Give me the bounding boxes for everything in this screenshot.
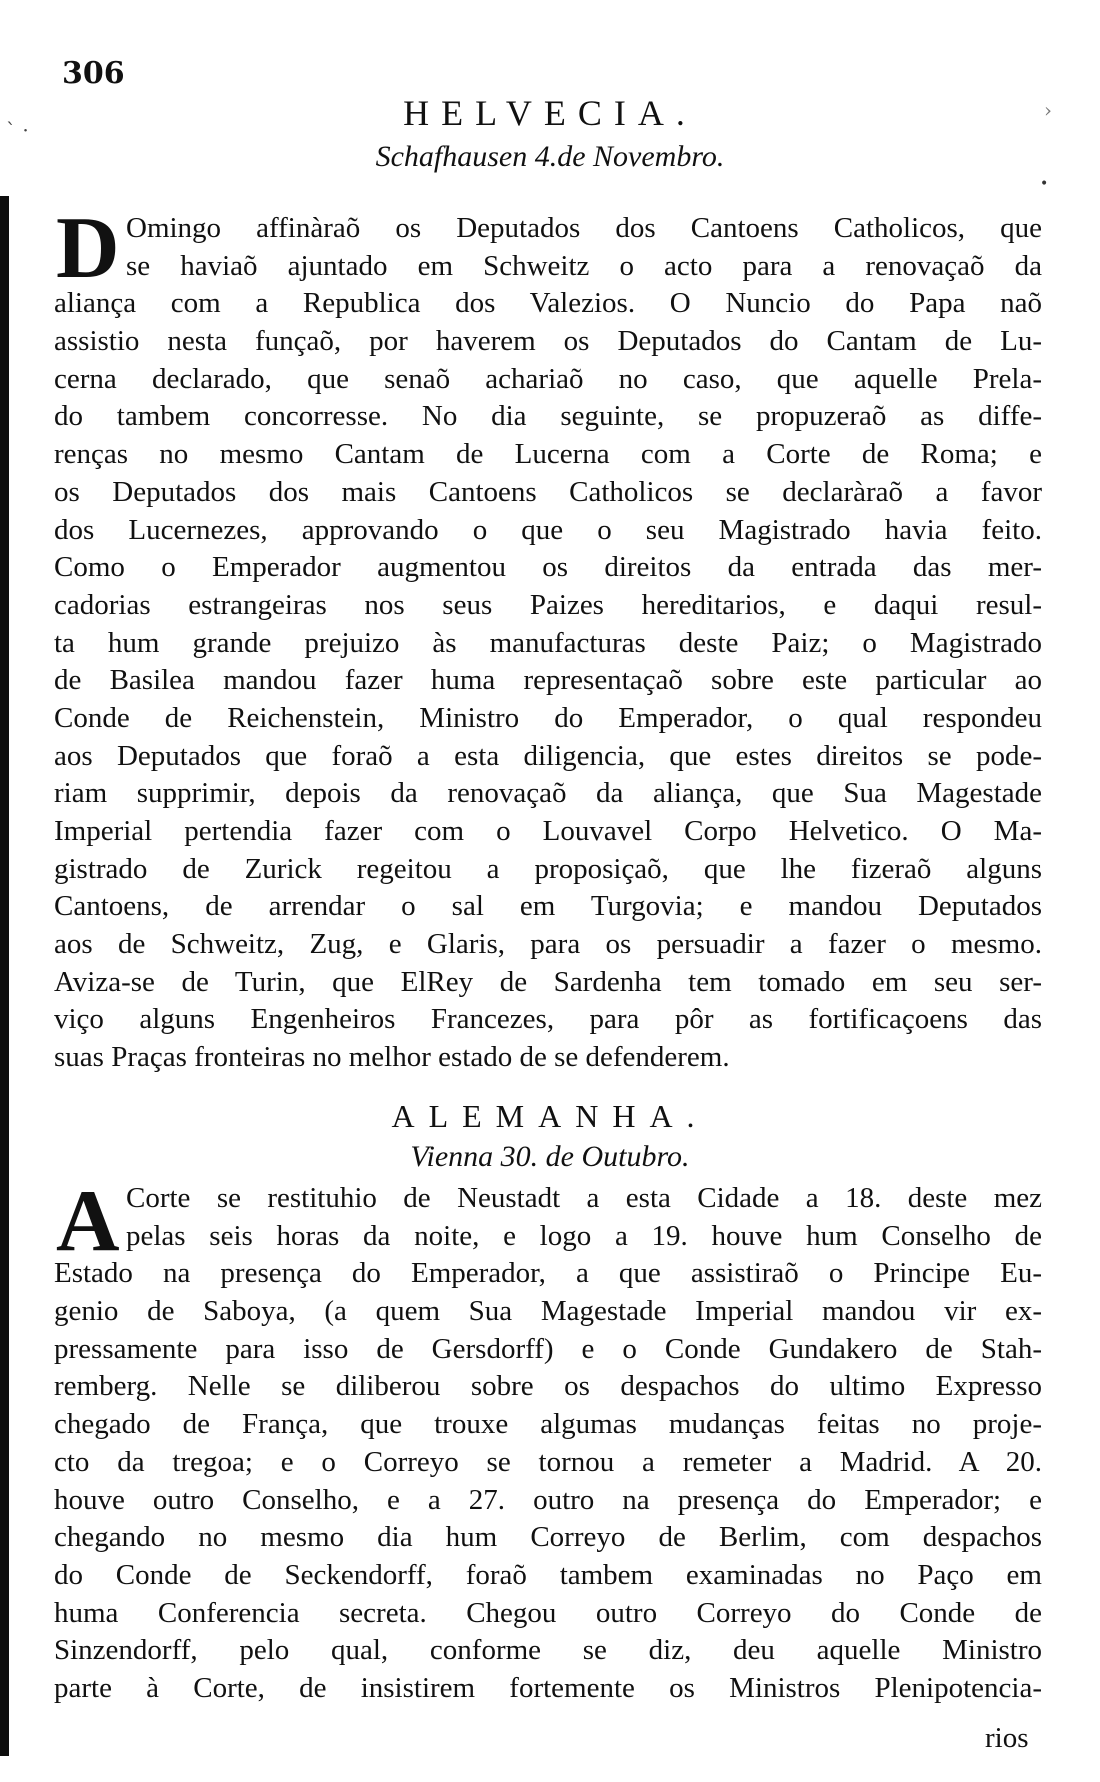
text-line: huma Conferencia secreta. Chegou outro Correyo do Conde de xyxy=(54,1596,1042,1629)
text-line: riam supprimir, depois da renovaçaõ da aliança, que Sua Magestade xyxy=(54,777,1042,810)
text-line: Aviza-se de Turin, que ElRey de Sardenha tem tomado em seu ser- xyxy=(54,965,1042,998)
text-line: Sinzendorff, pelo qual, conforme se diz, deu aquelle Ministro xyxy=(54,1634,1042,1667)
margin-mark: › xyxy=(1044,98,1052,122)
text-line: genio de Saboya, (a quem Sua Magestade Imperial mandou vir ex- xyxy=(54,1295,1042,1328)
dateline-vienna: Vienna 30. de Outubro. xyxy=(410,1140,690,1173)
text-line: houve outro Conselho, e a 27. outro na presença do Emperador; e xyxy=(54,1483,1042,1516)
margin-mark: • xyxy=(1040,176,1049,192)
text-line: cadorias estrangeiras nos seus Paizes hereditarios, e daqui resul- xyxy=(54,588,1042,621)
section-heading-alemanha: ALEMANHA. xyxy=(391,1098,709,1134)
text-line: assistio nesta funçaõ, por haverem os Deputados do Cantam de Lu- xyxy=(54,325,1042,358)
text-line: gistrado de Zurick regeitou a proposiçaõ, que lhe fizeraõ alguns xyxy=(54,852,1042,885)
text-line: chegando no mesmo dia hum Correyo de Berlim, com despachos xyxy=(54,1521,1042,1554)
text-line: remberg. Nelle se diliberou sobre os despachos do ultimo Expresso xyxy=(54,1370,1042,1403)
text-line: Corte se restituhio de Neustadt a esta Cidade a 18. deste mez xyxy=(126,1182,1042,1214)
text-line: renças no mesmo Cantam de Lucerna com a Corte de Roma; e xyxy=(54,438,1042,471)
page-number: 306 xyxy=(62,56,125,91)
text-line: viço alguns Engenheiros Francezes, para pôr as fortificaçoens das xyxy=(54,1003,1042,1036)
text-line: os Deputados dos mais Cantoens Catholicos se declaràraõ a favor xyxy=(54,475,1042,508)
section-heading-helvecia: HELVECIA. xyxy=(403,93,697,133)
text-line: pressamente para isso de Gersdorff) e o Conde Gundakero de Stah- xyxy=(54,1332,1042,1365)
drop-cap: A xyxy=(56,1173,120,1270)
text-line: aliança com a Republica dos Valezios. O Nuncio do Papa naõ xyxy=(54,287,1042,320)
article-helvecia xyxy=(54,210,1042,1077)
text-line: Cantoens, de arrendar o sal em Turgovia; e mandou Deputados xyxy=(54,890,1042,923)
text-line: aos Deputados que foraõ a esta diligencia, que estes direitos se pode- xyxy=(54,739,1042,772)
margin-mark: ˋ · xyxy=(6,118,29,142)
catchword: rios xyxy=(985,1722,1029,1754)
dateline-schafhausen: Schafhausen 4.de Novembro. xyxy=(375,140,725,173)
text-line: cerna declarado, que senaõ achariaõ no caso, que aquelle Prela- xyxy=(54,362,1042,395)
text-line: do tambem concorresse. No dia seguinte, se propuzeraõ as diffe- xyxy=(54,400,1042,433)
text-line: pelas seis horas da noite, e logo a 19. houve hum Conselho de xyxy=(126,1219,1042,1252)
text-line: suas Praças fronteiras no melhor estado de se defenderem. xyxy=(54,1041,730,1074)
article-alemanha xyxy=(54,1173,1042,1708)
drop-cap: D xyxy=(56,200,120,297)
text-line: ta hum grande prejuizo às manufacturas deste Paiz; o Magistrado xyxy=(54,626,1042,659)
text-line: parte à Corte, de insistirem fortemente os Ministros Plenipotencia- xyxy=(54,1671,1042,1704)
text-line: cto da tregoa; e o Correyo se tornou a remeter a Madrid. A 20. xyxy=(54,1445,1042,1478)
text-line: Estado na presença do Emperador, a que assistiraõ o Principe Eu- xyxy=(54,1257,1042,1290)
text-line: Omingo affinàraõ os Deputados dos Cantoens Catholicos, que xyxy=(126,212,1042,244)
page-edge-shadow xyxy=(0,196,9,1756)
text-line: Conde de Reichenstein, Ministro do Emperador, o qual respondeu xyxy=(54,701,1042,734)
text-line: chegado de França, que trouxe algumas mudanças feitas no proje- xyxy=(54,1408,1042,1441)
text-line: Como o Emperador augmentou os direitos da entrada das mer- xyxy=(54,551,1042,584)
text-line: Imperial pertendia fazer com o Louvavel Corpo Helvetico. O Ma- xyxy=(54,815,1042,847)
text-line: dos Lucernezes, approvando o que o seu Magistrado havia feito. xyxy=(54,513,1042,546)
text-line: do Conde de Seckendorff, foraõ tambem examinadas no Paço em xyxy=(54,1558,1042,1591)
text-line: aos de Schweitz, Zug, e Glaris, para os persuadir a fazer o mesmo. xyxy=(54,928,1042,961)
text-line: se haviaõ ajuntado em Schweitz o acto para a renovaçaõ da xyxy=(126,249,1042,282)
text-line: de Basilea mandou fazer huma representaçaõ sobre este particular ao xyxy=(54,664,1042,697)
